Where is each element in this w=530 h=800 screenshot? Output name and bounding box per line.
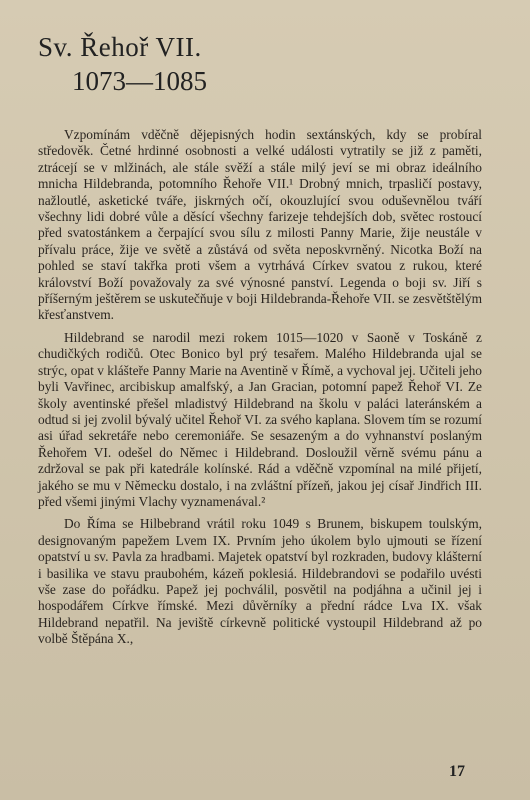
chapter-years: 1073—1085 <box>72 66 207 96</box>
paragraph-intro: Vzpomínám vděčně dějepisných hodin sextánských, kdy se probíral středověk. Četné hrdinné osobnosti a velké události vytratily se již z paměti, ztrácejí se v mlžinách, ale stále svěží a stále milý jeví se mi obraz ideálního mnicha Hildebranda, potomního Řehoře VII.¹ Drobný mnich, trpasličí postavy, nažloutlé, asketické tváře, jiskrných očí, okouzlující svou oduševnělou tváří všechny lidi dobré vůle a děsící všechny farizeje tehdejších dob, světec rostoucí před svatostánkem a čerpající svou sílu z milosti Panny Marie, žije neustále v přívalu práce, žije ve světě a zůstává od světa neposkvrněný. Nicotka Boží na pohled se staví takřka proti všem a vytrhává Církev svatou z rukou, které království Boží považovaly za své výnosné panství. Legenda o boji sv. Jiří s příšerným ještěrem se uskutečňuje v boji Hildebranda-Řehoře VII. se zesvětštělým křesťanstvem. <box>38 127 482 323</box>
paragraph-rome: Do Říma se Hilbebrand vrátil roku 1049 s Brunem, biskupem toulským, designovaným papežem Lvem IX. Prvním jeho úkolem bylo ujmouti se řízení opatství u sv. Pavla za hradbami. Majetek opatství byl rozkraden, budovy klášterní i basilika ve stavu praubohém, kázeň poklesiá. Hildebrandovi se podařilo uvésti vše zase do pořádku. Papež jej pochválil, posvětil na podjáhna a učinil jej i hospodářem Církve římské. Mezi důvěrníky a přední rádce Lva IX. však Hildebrand nepatřil. Na jeviště církevně politické vystoupil Hildebrand až po volbě Štěpána X., <box>38 516 482 647</box>
body-text <box>38 127 482 648</box>
chapter-title: Sv. Řehoř VII. <box>38 32 202 62</box>
page-number: 17 <box>449 763 465 780</box>
paragraph-youth: Hildebrand se narodil mezi rokem 1015—1020 v Saoně v Toskáně z chudičkých rodičů. Otec Bonico byl prý tesařem. Malého Hildebranda ujal se strýc, opat v klášteře Panny Marie na Aventině v Římě, a vychoval jej. Učiteli jeho byli Vavřinec, arcibiskup amalfský, a Jan Gracian, potomní papež Řehoř VI. Ze školy aventinské přešel mladistvý Hildebrand na školu v paláci lateránském a odtud si jej zvolil bývalý učitel Řehoř VI. za svého kaplana. Slovem tím se rozumí asi úřad sekretáře nebo ceremoniáře. Se sesazeným a do vyhnanství poslaným Řehořem VI. odešel do Němec i Hildebrand. Dosloužil věrně svému pánu a zdržoval se pak při katedrále kolínské. Rád a vděčně vzpomínal na milé přijetí, jakého se mu v Německu dostalo, i na zvláštní přízeň, jakou jej císař Jindřich III. před všemi jinými Vlachy vyznamenával.² <box>38 329 482 509</box>
